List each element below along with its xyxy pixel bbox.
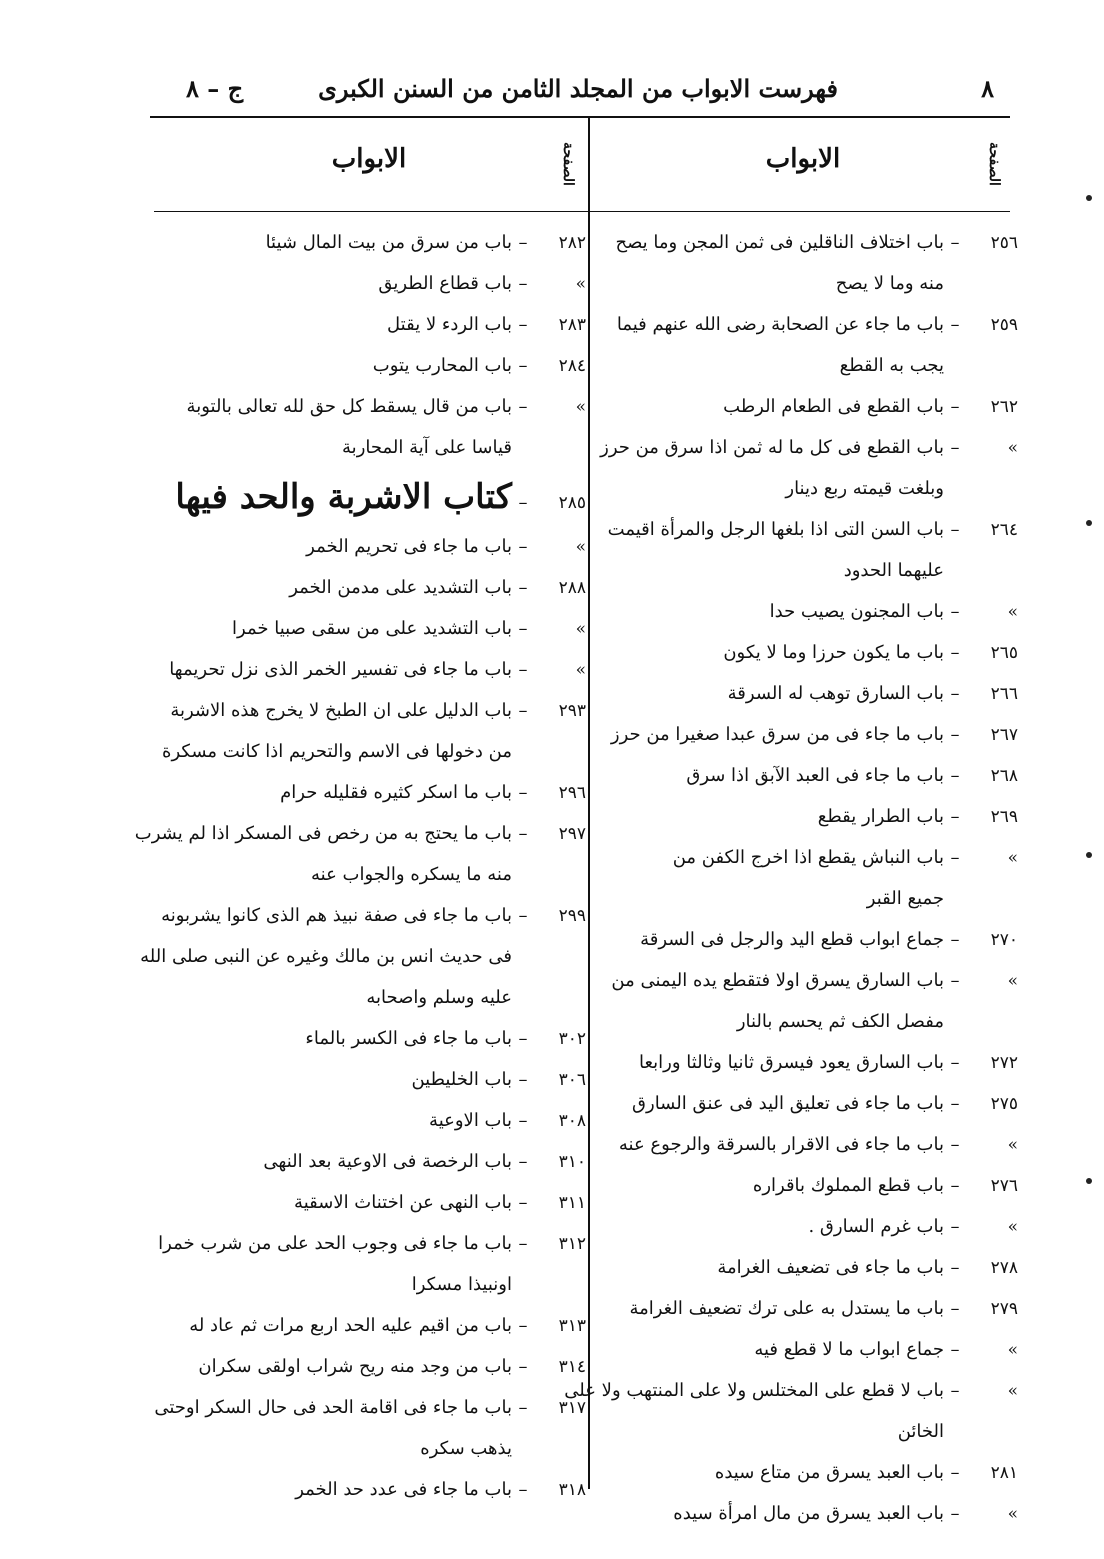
entry-title: منه وما لا يصح	[835, 273, 944, 294]
entry-title: باب ما اسكر كثيره فقليله حرام	[280, 782, 512, 803]
entry-page-number: ٣١٤	[558, 1357, 586, 1377]
entry-page-number: ٢٨٢	[558, 233, 586, 253]
entry-title: باب التشديد على من سقى صبيا خمرا	[232, 618, 512, 639]
entry-page-number: ٢٩٦	[558, 783, 586, 803]
entry-title: باب قطع المملوك باقراره	[752, 1175, 944, 1196]
header-rule	[150, 116, 1010, 118]
entry-title: باب ما جاء فى اقامة الحد فى حال السكر اوحتى	[154, 1397, 512, 1418]
entry-page-number: ٣٠٢	[558, 1029, 586, 1049]
entry-title: باب ما جاء فى العبد الآبق اذا سرق	[686, 765, 944, 786]
index-entry	[600, 304, 1018, 345]
entry-title: باب ما جاء فى وجوب الحد على من شرب خمرا	[158, 1233, 512, 1254]
entry-page-number: ٢٩٧	[558, 824, 586, 844]
index-entry	[600, 1083, 1018, 1124]
entry-page-number: ٢٦٢	[990, 397, 1018, 417]
entry-dash: –	[950, 642, 960, 663]
right-column-header	[596, 130, 1010, 200]
entry-title: باب النباش يقطع اذا اخرج الكفن من	[672, 847, 944, 868]
entry-dash: –	[518, 1315, 528, 1336]
entry-title: باب المجنون يصيب حدا	[769, 601, 944, 622]
entry-dash: –	[518, 536, 528, 557]
entry-continuation	[154, 731, 586, 772]
index-entry	[154, 690, 586, 731]
entry-dash: –	[518, 355, 528, 376]
index-entry	[600, 919, 1018, 960]
column-divider	[588, 116, 590, 1489]
entry-page-number: ٢٥٦	[990, 233, 1018, 253]
index-entry	[600, 1042, 1018, 1083]
entry-title: من دخولها فى الاسم والتحريم اذا كانت مسكرة	[162, 741, 512, 762]
entry-dash: –	[950, 929, 960, 950]
entry-title: باب الطرار يقطع	[817, 806, 944, 827]
entry-page-number: ٢٨١	[990, 1463, 1018, 1483]
entry-dash: –	[950, 437, 960, 458]
index-entry	[600, 386, 1018, 427]
index-entry	[600, 1288, 1018, 1329]
entry-continuation	[154, 977, 586, 1018]
index-entry	[600, 714, 1018, 755]
index-entry	[154, 222, 586, 263]
page-number: ٨	[981, 74, 994, 103]
entry-dash: –	[518, 1192, 528, 1213]
index-entry	[600, 509, 1018, 550]
entry-dash: –	[950, 806, 960, 827]
entry-page-number: ٢٦٩	[990, 807, 1018, 827]
entry-dash: –	[950, 1134, 960, 1155]
entry-continuation	[600, 550, 1018, 591]
entry-dash: –	[518, 396, 528, 417]
index-entry	[600, 796, 1018, 837]
index-entry	[154, 567, 586, 608]
book-heading	[154, 468, 586, 526]
entry-continuation	[600, 1411, 1018, 1452]
margin-mark	[1086, 852, 1092, 858]
entry-dash: –	[950, 683, 960, 704]
index-entry	[600, 1452, 1018, 1493]
entry-dash: –	[950, 396, 960, 417]
entry-title: باب من قال يسقط كل حق لله تعالى بالتوبة	[186, 396, 512, 417]
entry-page-number: »	[575, 619, 586, 639]
entry-title: عليه وسلم واصحابه	[366, 987, 512, 1008]
index-entry	[154, 1141, 586, 1182]
entry-page-number: »	[1007, 1381, 1018, 1401]
index-entry	[154, 1346, 586, 1387]
entry-dash: –	[950, 1175, 960, 1196]
entry-title: باب من وجد منه ريح شراب اولقى سكران	[198, 1356, 512, 1377]
entry-page-number: ٢٧٩	[990, 1299, 1018, 1319]
entry-page-number: »	[575, 537, 586, 557]
entry-dash: –	[518, 1151, 528, 1172]
entry-dash: –	[950, 1216, 960, 1237]
entry-dash: –	[518, 577, 528, 598]
index-entry	[600, 1329, 1018, 1370]
entry-page-number: »	[1007, 602, 1018, 622]
entry-title: باب ما جاء فى تفسير الخمر الذى نزل تحريمها	[169, 659, 512, 680]
entry-title: باب ما يستدل به على ترك تضعيف الغرامة	[629, 1298, 944, 1319]
entry-dash: –	[950, 1052, 960, 1073]
entry-title: باب العبد يسرق من مال امرأة سيده	[673, 1503, 944, 1524]
index-entry	[154, 1018, 586, 1059]
entry-dash: –	[518, 1397, 528, 1418]
entry-dash: –	[950, 847, 960, 868]
left-column-index	[134, 222, 586, 1510]
entry-title: باب السارق يعود فيسرق ثانيا وثالثا ورابعا	[638, 1052, 944, 1073]
entry-continuation	[600, 1001, 1018, 1042]
entry-title: باب الخليطين	[411, 1069, 512, 1090]
index-entry	[154, 1305, 586, 1346]
entry-title: وبلغت قيمته ربع دينار	[785, 478, 944, 499]
entry-dash: –	[518, 823, 528, 844]
entry-title: باب من سرق من بيت المال شيئا	[265, 232, 512, 253]
entry-dash: –	[518, 1069, 528, 1090]
entry-title: باب الاوعية	[429, 1110, 512, 1131]
index-entry	[154, 895, 586, 936]
entry-page-number: ٣٠٦	[558, 1070, 586, 1090]
entry-dash: –	[518, 1110, 528, 1131]
page-label: الصفحة	[986, 142, 1002, 186]
entry-page-number: ٢٨٣	[558, 315, 586, 335]
entry-page-number: ٢٥٩	[990, 315, 1018, 335]
entry-title: فى حديث انس بن مالك وغيره عن النبى صلى الله	[140, 946, 512, 967]
entry-dash: –	[518, 782, 528, 803]
index-entry	[600, 1165, 1018, 1206]
index-entry	[154, 649, 586, 690]
entry-title: باب الدليل على ان الطبخ لا يخرج هذه الاشربة	[170, 700, 512, 721]
entry-title: باب التشديد على مدمن الخمر	[289, 577, 512, 598]
index-entry	[600, 222, 1018, 263]
entry-title: باب ما جاء فى الكسر بالماء	[305, 1028, 512, 1049]
entry-title: باب اختلاف الناقلين فى ثمن المجن وما يصح	[615, 232, 944, 253]
entry-dash: –	[950, 601, 960, 622]
entry-page-number: »	[575, 274, 586, 294]
left-column-header	[154, 130, 584, 200]
entry-page-number: »	[575, 660, 586, 680]
entry-title: باب السارق توهب له السرقة	[727, 683, 944, 704]
entry-title: باب ما جاء عن الصحابة رضى الله عنهم فيما	[616, 314, 944, 335]
entry-page-number: »	[1007, 971, 1018, 991]
entry-page-number: ٢٩٩	[558, 906, 586, 926]
entry-page-number: ٢٨٤	[558, 356, 586, 376]
index-entry	[154, 1223, 586, 1264]
index-entry	[600, 1124, 1018, 1165]
entry-title: باب ما يكون حرزا وما لا يكون	[723, 642, 944, 663]
entry-continuation	[600, 345, 1018, 386]
entry-page-number: »	[1007, 848, 1018, 868]
index-entry	[154, 386, 586, 427]
index-entry	[154, 772, 586, 813]
entry-title: باب المحارب يتوب	[372, 355, 512, 376]
entry-title: باب ما جاء فى صفة نبيذ هم الذى كانوا يشربونه	[161, 905, 512, 926]
entry-dash: –	[950, 1093, 960, 1114]
entry-dash: –	[518, 1356, 528, 1377]
entry-title: كتاب الاشربة والحد فيها	[175, 477, 512, 517]
entry-title: باب ما جاء فى تعليق اليد فى عنق السارق	[632, 1093, 944, 1114]
entry-dash: –	[518, 659, 528, 680]
entry-dash: –	[950, 970, 960, 991]
entry-title: باب الردء لا يقتل	[387, 314, 512, 335]
index-entry	[600, 632, 1018, 673]
index-entry	[600, 960, 1018, 1001]
entry-title: منه ما يسكره والجواب عنه	[311, 864, 512, 885]
entry-title: باب ما جاء فى عدد حد الخمر	[295, 1479, 512, 1500]
entry-page-number: ٣١٨	[558, 1480, 586, 1500]
entry-title: يذهب سكره	[420, 1438, 512, 1459]
index-entry	[600, 673, 1018, 714]
entry-dash: –	[950, 765, 960, 786]
entry-page-number: ٣١٧	[558, 1398, 586, 1418]
entry-page-number: ٣١٣	[558, 1316, 586, 1336]
entry-title: باب النهى عن اختناث الاسقية	[294, 1192, 512, 1213]
entry-page-number: »	[1007, 1217, 1018, 1237]
index-entry	[154, 608, 586, 649]
entry-title: يجب به القطع	[839, 355, 944, 376]
index-entry	[154, 526, 586, 567]
entry-title: باب الرخصة فى الاوعية بعد النهى	[263, 1151, 512, 1172]
entry-title: مفصل الكف ثم يحسم بالنار	[736, 1011, 944, 1032]
chapters-label: الابواب	[331, 144, 407, 174]
entry-title: باب ما جاء فى من سرق عبدا صغيرا من حرز	[610, 724, 944, 745]
entry-title: باب القطع فى الطعام الرطب	[723, 396, 944, 417]
entry-page-number: ٢٦٥	[990, 643, 1018, 663]
entry-title: باب غرم السارق .	[808, 1216, 944, 1237]
index-entry	[154, 345, 586, 386]
index-entry	[600, 1493, 1018, 1534]
index-entry	[154, 1100, 586, 1141]
entry-continuation	[600, 263, 1018, 304]
entry-page-number: ٢٧٨	[990, 1258, 1018, 1278]
index-entry	[154, 1182, 586, 1223]
entry-page-number: ٣٠٨	[558, 1111, 586, 1131]
entry-page-number: ٢٨٨	[558, 578, 586, 598]
entry-dash: –	[518, 273, 528, 294]
entry-dash: –	[518, 700, 528, 721]
index-entry	[154, 263, 586, 304]
entry-page-number: ٢٧٢	[990, 1053, 1018, 1073]
entry-continuation	[600, 878, 1018, 919]
entry-page-number: ٢٦٤	[990, 520, 1018, 540]
entry-dash: –	[950, 1257, 960, 1278]
entry-page-number: »	[575, 397, 586, 417]
entry-title: الخائن	[897, 1421, 944, 1442]
entry-page-number: ٢٨٥	[558, 493, 586, 513]
page-label: الصفحة	[560, 142, 576, 186]
entry-title: باب ما يحتج به من رخص فى المسكر اذا لم يشرب	[134, 823, 512, 844]
entry-dash: –	[518, 1479, 528, 1500]
entry-dash: –	[950, 1298, 960, 1319]
index-entry	[134, 813, 586, 854]
entry-continuation	[600, 468, 1018, 509]
entry-title: باب السارق يسرق اولا فتقطع يده اليمنى من	[611, 970, 944, 991]
entry-continuation	[154, 427, 586, 468]
page-title: فهرست الابواب من المجلد الثامن من السنن الكبرى	[318, 74, 838, 103]
entry-continuation	[140, 936, 586, 977]
entry-title: باب العبد يسرق من متاع سيده	[714, 1462, 944, 1483]
entry-continuation	[154, 1264, 586, 1305]
entry-title: باب لا قطع على المختلس ولا على المنتهب ولا على	[564, 1380, 944, 1401]
volume-label: ج – ٨	[186, 74, 244, 103]
entry-page-number: »	[1007, 438, 1018, 458]
entry-dash: –	[950, 232, 960, 253]
entry-title: باب ما جاء فى الاقرار بالسرقة والرجوع عنه	[618, 1134, 944, 1155]
entry-dash: –	[950, 1462, 960, 1483]
entry-page-number: ٢٩٣	[558, 701, 586, 721]
margin-mark	[1086, 1178, 1092, 1184]
entry-page-number: ٢٧٦	[990, 1176, 1018, 1196]
index-entry	[154, 1059, 586, 1100]
entry-continuation	[154, 854, 586, 895]
entry-title: جماع ابواب ما لا قطع فيه	[754, 1339, 944, 1360]
entry-dash: –	[950, 1503, 960, 1524]
index-entry	[600, 591, 1018, 632]
index-entry	[600, 1206, 1018, 1247]
entry-page-number: ٣١٠	[558, 1152, 586, 1172]
entry-title: اونبيذا مسكرا	[411, 1274, 512, 1295]
entry-page-number: »	[1007, 1340, 1018, 1360]
index-entry	[154, 1387, 586, 1428]
margin-mark	[1086, 520, 1092, 526]
entry-title: باب السن التى اذا بلغها الرجل والمرأة اقيمت	[607, 519, 944, 540]
index-entry	[154, 304, 586, 345]
index-entry	[154, 1469, 586, 1510]
entry-title: جماع ابواب قطع اليد والرجل فى السرقة	[640, 929, 944, 950]
entry-dash: –	[950, 1380, 960, 1401]
index-entry	[600, 427, 1018, 468]
entry-title: باب ما جاء فى تضعيف الغرامة	[717, 1257, 944, 1278]
entry-dash: –	[950, 724, 960, 745]
entry-dash: –	[950, 314, 960, 335]
running-header	[150, 70, 1006, 110]
entry-title: عليهما الحدود	[843, 560, 944, 581]
entry-dash: –	[518, 905, 528, 926]
column-header-rule	[154, 211, 1010, 212]
entry-dash: –	[950, 1339, 960, 1360]
entry-page-number: ٢٧٠	[990, 930, 1018, 950]
entry-dash: –	[950, 519, 960, 540]
entry-dash: –	[518, 492, 528, 513]
index-entry	[600, 837, 1018, 878]
entry-dash: –	[518, 1028, 528, 1049]
entry-title: جميع القبر	[866, 888, 944, 909]
entry-dash: –	[518, 232, 528, 253]
entry-dash: –	[518, 1233, 528, 1254]
entry-title: قياسا على آية المحاربة	[342, 437, 512, 458]
entry-page-number: ٢٦٧	[990, 725, 1018, 745]
entry-dash: –	[518, 314, 528, 335]
entry-title: باب قطاع الطريق	[378, 273, 512, 294]
entry-page-number: ٢٧٥	[990, 1094, 1018, 1114]
entry-title: باب ما جاء فى تحريم الخمر	[306, 536, 512, 557]
entry-page-number: ٢٦٦	[990, 684, 1018, 704]
margin-mark	[1086, 195, 1092, 201]
entry-page-number: ٣١٢	[558, 1234, 586, 1254]
entry-dash: –	[518, 618, 528, 639]
entry-page-number: »	[1007, 1504, 1018, 1524]
entry-page-number: ٢٦٨	[990, 766, 1018, 786]
index-entry	[600, 755, 1018, 796]
entry-page-number: »	[1007, 1135, 1018, 1155]
chapters-label: الابواب	[765, 144, 841, 174]
index-entry	[600, 1247, 1018, 1288]
entry-title: باب من اقيم عليه الحد اربع مرات ثم عاد له	[189, 1315, 512, 1336]
entry-continuation	[154, 1428, 586, 1469]
entry-title: باب القطع فى كل ما له ثمن اذا سرق من حرز	[600, 437, 944, 458]
entry-page-number: ٣١١	[558, 1193, 586, 1213]
